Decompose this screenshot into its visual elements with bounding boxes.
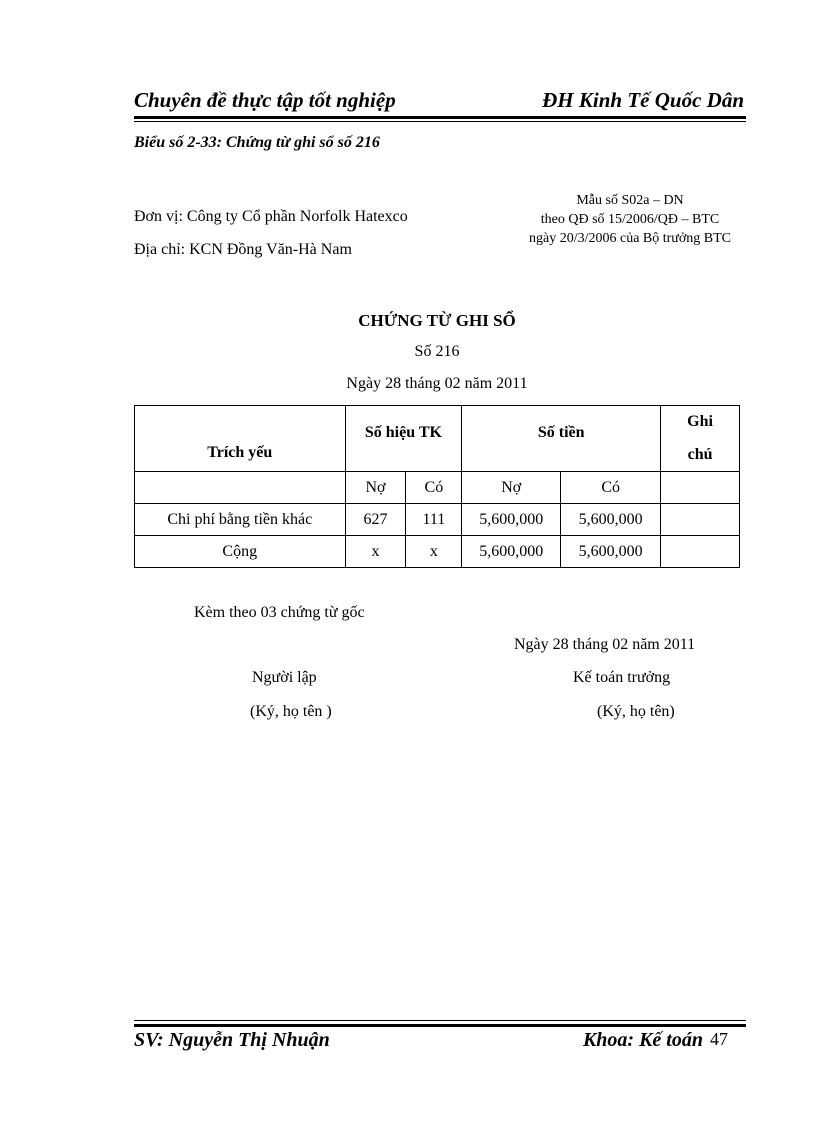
subheader-co-tk: Có — [406, 472, 462, 504]
header-left-title: Chuyên đề thực tập tốt nghiệp — [134, 88, 396, 112]
attachment-note: Kèm theo 03 chứng từ gốc — [194, 604, 365, 621]
row-ghi-chu — [661, 504, 740, 536]
page-number: 47 — [710, 1029, 728, 1049]
footer-rule-thick — [134, 1024, 746, 1027]
chief-accountant-signature-note: (Ký, họ tên) — [597, 703, 675, 720]
header-chu: chú — [661, 439, 740, 472]
header-ghi: Ghi — [661, 406, 740, 439]
header-rule-thin — [134, 121, 746, 122]
document-date: Ngày 28 tháng 02 năm 2011 — [346, 375, 528, 392]
row-tien-co: 5,600,000 — [561, 504, 661, 536]
preparer-signature-note: (Ký, họ tên ) — [250, 703, 332, 720]
document-title: CHỨNG TỪ GHI SỔ — [358, 311, 516, 330]
subheader-blank — [135, 472, 346, 504]
form-date: ngày 20/3/2006 của Bộ trưởng BTC — [528, 231, 732, 246]
footer-faculty: Khoa: Kế toán — [582, 1029, 703, 1051]
unit-name: Đơn vị: Công ty Cổ phần Norfolk Hatexco — [134, 208, 408, 225]
subheader-co-tien: Có — [561, 472, 661, 504]
total-ghi-chu — [661, 536, 740, 568]
header-so-hieu-tk: Số hiệu TK — [345, 406, 462, 472]
footer-rule-thin — [134, 1020, 746, 1021]
total-tk-no: x — [345, 536, 406, 568]
subheader-no-tien: Nợ — [462, 472, 561, 504]
unit-address: Địa chỉ: KCN Đồng Văn-Hà Nam — [134, 241, 352, 258]
form-code: Mẫu số S02a – DN — [576, 193, 684, 208]
document-number: Số 216 — [414, 343, 460, 360]
chief-accountant-title: Kế toán trưởng — [573, 669, 671, 686]
footer-student: SV: Nguyễn Thị Nhuận — [134, 1029, 330, 1051]
header-rule-thick — [134, 116, 746, 119]
total-tk-co: x — [406, 536, 462, 568]
row-tien-no: 5,600,000 — [462, 504, 561, 536]
header-right-title: ĐH Kinh Tế Quốc Dân — [542, 88, 744, 112]
table-total-row — [135, 536, 740, 568]
subheader-ghi-chu — [661, 472, 740, 504]
subheader-row — [135, 472, 740, 504]
table-caption: Biểu số 2-33: Chứng từ ghi sổ số 216 — [134, 134, 380, 151]
header-trich-yeu: Trích yếu — [135, 406, 346, 472]
header-so-tien: Số tiền — [462, 406, 661, 472]
form-decision: theo QĐ số 15/2006/QĐ – BTC — [540, 212, 720, 227]
row-tk-co: 111 — [406, 504, 462, 536]
total-description: Cộng — [135, 536, 346, 568]
ledger-table — [134, 405, 740, 568]
subheader-no-tk: Nợ — [345, 472, 406, 504]
total-tien-no: 5,600,000 — [462, 536, 561, 568]
total-tien-co: 5,600,000 — [561, 536, 661, 568]
table-row — [135, 504, 740, 536]
sign-date: Ngày 28 tháng 02 năm 2011 — [514, 636, 696, 653]
row-tk-no: 627 — [345, 504, 406, 536]
preparer-title: Người lập — [252, 669, 317, 686]
row-description: Chi phí bằng tiền khác — [135, 504, 346, 536]
